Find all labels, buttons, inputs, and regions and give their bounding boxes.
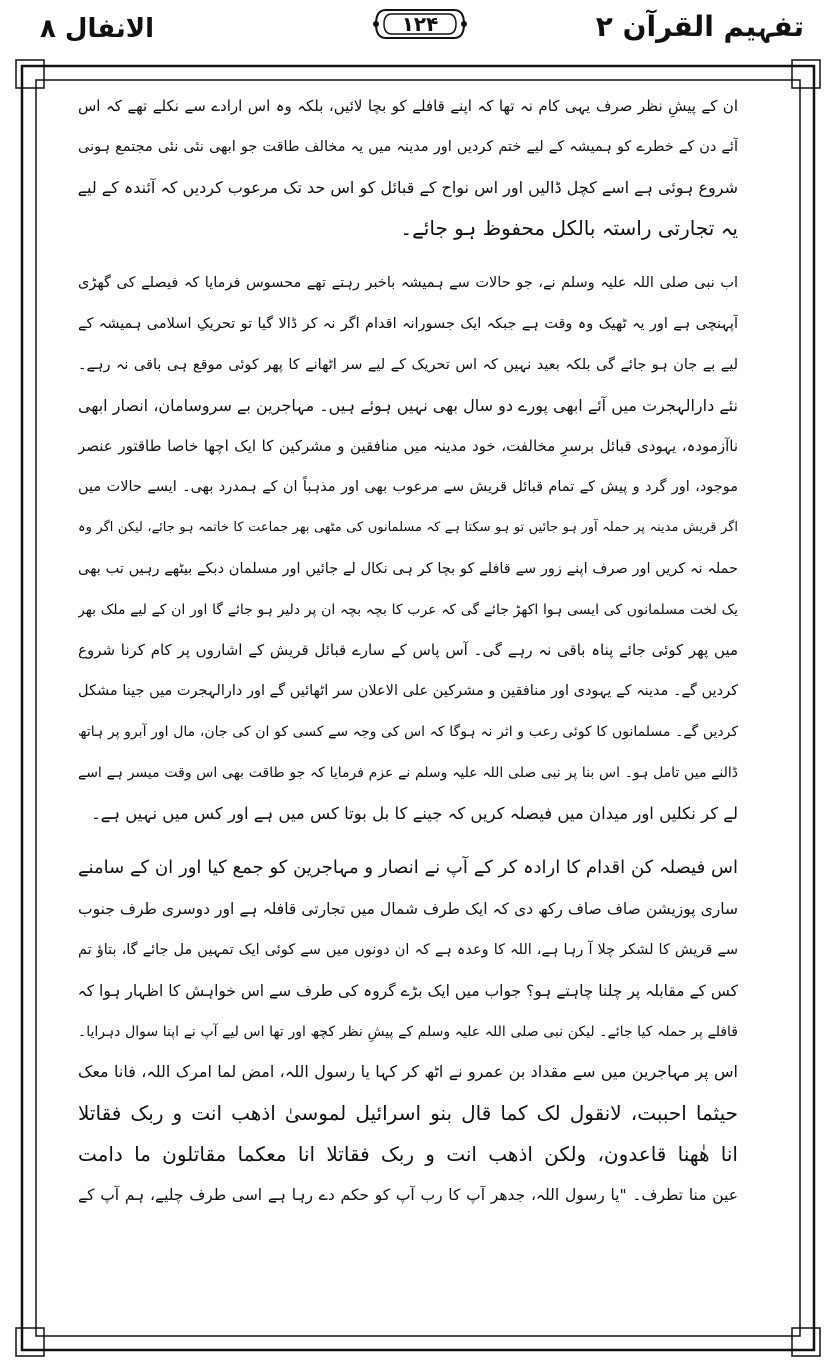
text-line: نئے دارالہجرت میں آئے ابھی پورے دو سال بھی نہیں ہوئے ہیں۔ مہاجرین بے سروسامان، انصار ابھی	[78, 395, 738, 415]
text-line: سے قریش کا لشکر چلا آ رہا ہے، اللہ کا وعدہ ہے کہ ان دونوں میں سے کوئی ایک تمہیں مل جائے گا، بتاؤ تم	[78, 941, 738, 958]
book-title: تفہیم القرآن ۲	[595, 10, 804, 43]
paragraph-3	[78, 848, 738, 1215]
text-line: ان کے پیشِ نظر صرف یہی کام نہ تھا کہ اپنے قافلے کو بچا لائیں، بلکہ وہ اس ارادے سے نکلے تھے کہ اس	[78, 97, 738, 115]
page-number: ۱۲۴	[401, 12, 439, 36]
body-text	[78, 86, 738, 1230]
surah-name: الانفال ۸	[40, 14, 154, 44]
text-line: لے کر نکلیں اور میدان میں فیصلہ کریں کہ جینے کا بل بوتا کس میں ہے اور کس میں نہیں ہے۔	[90, 803, 738, 823]
text-line: انا ھٰھنا قاعدون، ولکن اذھب انت و ربک فقاتلا انا معکما مقاتلون ما دامت	[78, 1141, 738, 1166]
text-line: ڈالنے میں تامل ہو۔ اس بنا پر نبی صلی اللہ علیہ وسلم نے عزم فرمایا کہ جو طاقت بھی اس وقت میسر ہے اسے	[78, 764, 738, 781]
text-line: اس پر مہاجرین میں سے مقداد بن عمرو نے اٹھ کر کہا یا رسول اللہ، امض لما امرک اللہ، فانا معک	[78, 1062, 738, 1082]
paragraph-2	[78, 263, 738, 834]
text-line: کردیں گے۔ مدینہ کے یہودی اور منافقین و مشرکین علی الاعلان سر اٹھائیں گے اور دارالہجرت میں جینا مشکل	[78, 683, 738, 700]
text-line: اب نبی صلی اللہ علیہ وسلم نے، جو حالات سے ہمیشہ باخبر رہتے تھے محسوس فرمایا کہ فیصلے کی گھڑی	[78, 275, 738, 292]
text-line: ساری پوزیشن صاف صاف رکھ دی کہ ایک طرف شمال میں تجارتی قافلہ ہے اور دوسری طرف جنوب	[78, 900, 738, 919]
text-line: کردیں گے۔ مسلمانوں کا کوئی رعب و اثر نہ ہوگا کہ اس کی وجہ سے کسی کو ان کی جان، مال اور آبرو پر ہاتھ	[78, 723, 738, 740]
text-line: آئے دن کے خطرے کو ہمیشہ کے لیے ختم کردیں اور مدینہ میں یہ مخالف طاقت جو ابھی نئی نئی مجتمع ہونی	[78, 138, 738, 155]
text-line: اگر قریش مدینہ پر حملہ آور ہو جائیں تو ہو سکتا ہے کہ مسلمانوں کی مٹھی بھر جماعت کا خاتمہ ہو جائے، لیکن اگر وہ	[78, 519, 738, 535]
text-line: حیثما احببت، لانقول لک کما قال بنو اسرائیل لموسیٰ اذھب انت و ربک فقاتلا	[78, 1101, 738, 1126]
text-line: شروع ہوئی ہے اسے کچل ڈالیں اور اس نواح کے قبائل کو اس حد تک مرعوب کردیں کہ آئندہ کے لیے	[78, 177, 738, 197]
text-line: عین منا تطرف۔ "یا رسول اللہ، جدھر آپ کا رب آپ کو حکم دے رہا ہے اسی طرف چلیے، ہم آپ کے	[78, 1185, 738, 1204]
page-number-ornament	[372, 4, 468, 44]
text-line: ناآزمودہ، یہودی قبائل برسرِ مخالفت، خود مدینہ میں منافقین و مشرکین کا ایک اچھا خاصا طاقتور عنصر	[78, 437, 738, 456]
text-line: کس کے مقابلہ پر چلنا چاہتے ہو؟ جواب میں ایک بڑے گروہ کی طرف سے اس خواہش کا اظہار ہوا کہ	[78, 981, 738, 1000]
text-line: میں پھر کوئی جائے پناہ باقی نہ رہے گی۔ آس پاس کے سارے قبائل قریش کے اشاروں پر کام کرنا شروع	[78, 641, 738, 660]
paragraph-1	[78, 86, 738, 249]
text-line: اس فیصلہ کن اقدام کا ارادہ کر کے آپ نے انصار و مہاجرین کو جمع کیا اور ان کے سامنے	[78, 857, 738, 879]
text-line: لیے بے جان ہو جائے گی بلکہ بعید نہیں کہ اس تحریک کے لیے سر اٹھانے کا پھر کوئی موقع ہی باقی نہ رہے۔	[78, 356, 738, 373]
text-line: آپہنچی ہے اور یہ ٹھیک وہ وقت ہے جبکہ ایک جسورانہ اقدام اگر نہ کر ڈالا گیا تو تحریکِ اسلامی ہمیشہ کے	[78, 315, 738, 332]
text-line: یک لخت مسلمانوں کی ایسی ہوا اکھڑ جائے گی کہ عرب کا بچہ بچہ ان پر دلیر ہو جائے گا اور ان کے لیے ملک بھر	[78, 601, 738, 618]
page-header	[0, 0, 840, 60]
text-line: موجود، اور گرد و پیش کے تمام قبائل قریش سے مرعوب بھی اور مذہباً ان کے ہمدرد بھی۔ ایسے حالات میں	[78, 479, 738, 496]
text-line: قافلے پر حملہ کیا جائے۔ لیکن نبی صلی اللہ علیہ وسلم کے پیشِ نظر کچھ اور تھا اس لیے آپ نے اپنا سوال دہرایا۔	[78, 1023, 738, 1040]
text-line: یہ تجارتی راستہ بالکل محفوظ ہو جائے۔	[400, 216, 738, 241]
text-line: حملہ نہ کریں اور صرف اپنے زور سے قافلے کو بچا کر ہی نکال لے جائیں اور مسلمان دبکے بیٹھے رہیں تب بھی	[78, 560, 738, 577]
